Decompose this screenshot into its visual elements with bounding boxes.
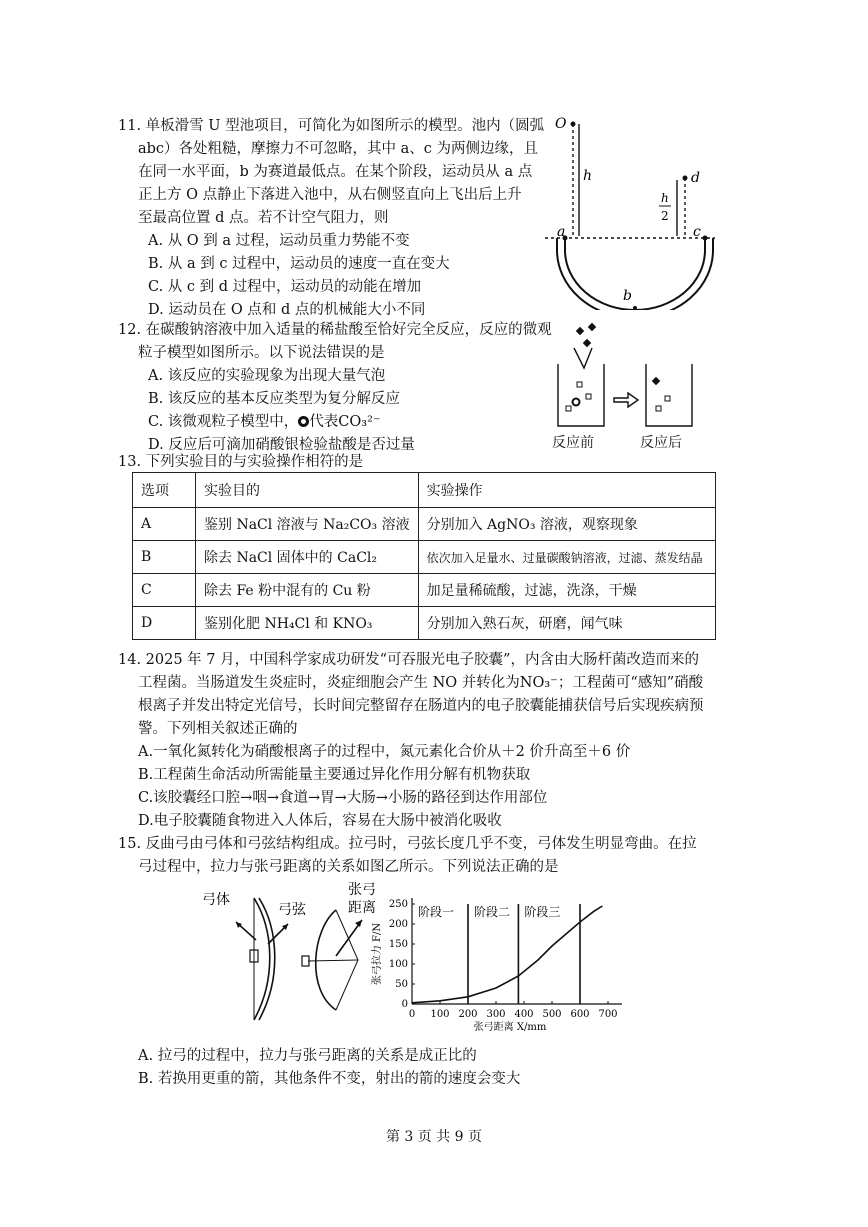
y-tick-label: 0 <box>401 999 408 1010</box>
cell-purpose: 除去 NaCl 固体中的 CaCl₂ <box>196 541 419 574</box>
cell-option: D <box>133 607 196 640</box>
y-tick-label: 100 <box>388 959 408 970</box>
q12-option-c-text: C. 该微观粒子模型中， <box>148 414 299 430</box>
q12-option-c <box>148 412 381 432</box>
x-tick-label: 0 <box>408 1009 416 1020</box>
y-tick-label: 200 <box>388 919 408 930</box>
cell-operation: 分别加入熟石灰，研磨，闻气味 <box>418 607 715 640</box>
x-tick-label: 100 <box>430 1009 450 1020</box>
x-axis-label: 张弓距离 X/mm <box>473 1022 547 1033</box>
label-bow-body: 弓体 <box>202 892 230 908</box>
cell-option: A <box>133 508 196 541</box>
label-h-denominator: 2 <box>661 209 669 223</box>
header-purpose: 实验目的 <box>196 473 419 508</box>
q11-line-3: 在同一水平面，b 为赛道最低点。在某个阶段，运动员从 a 点 <box>138 164 533 180</box>
q11-option-c: C. 从 c 到 d 过程中，运动员的动能在增加 <box>148 279 422 295</box>
table-row <box>133 607 716 640</box>
cell-option: C <box>133 574 196 607</box>
label-a: a <box>557 224 566 240</box>
q14-line-4: 警。下列相关叙述正确的 <box>138 721 298 737</box>
label-after-reaction: 反应后 <box>640 435 682 451</box>
q15-line-2: 弓过程中，拉力与张弓距离的关系如图乙所示。下列说法正确的是 <box>138 859 559 875</box>
label-bow-string: 弓弦 <box>278 902 306 918</box>
u-pipe-figure <box>545 110 715 310</box>
table-row <box>133 541 716 574</box>
cell-purpose: 除去 Fe 粉中混有的 Cu 粉 <box>196 574 419 607</box>
label-b: b <box>623 288 632 304</box>
q12-option-b: B. 该反应的基本反应类型为复分解反应 <box>148 391 400 407</box>
label-o: O <box>555 116 567 132</box>
q14-option-b: B.工程菌生命活动所需能量主要通过异化作用分解有机物获取 <box>138 767 531 783</box>
header-option: 选项 <box>133 473 196 508</box>
q15-line-1: 15. 反曲弓由弓体和弓弦结构组成。拉弓时，弓弦长度几乎不变，弓体发生明显弯曲。在拉 <box>118 836 697 852</box>
cell-purpose: 鉴别化肥 NH₄Cl 和 KNO₃ <box>196 607 419 640</box>
cell-option: B <box>133 541 196 574</box>
q15-option-a: A. 拉弓的过程中，拉力与张弓距离的关系是成正比的 <box>138 1048 477 1064</box>
label-h: h <box>583 168 593 184</box>
q11-option-d: D. 运动员在 O 点和 d 点的机械能大小不同 <box>148 302 426 318</box>
reaction-model-figure <box>548 318 698 430</box>
q14-line-2: 工程菌。当肠道发生炎症时，炎症细胞会产生 NO 并转化为NO₃⁻；工程菌可“感知”硝酸 <box>138 675 704 691</box>
q11-line-4: 正上方 O 点静止下落进入池中，从右侧竖直向上飞出后上升 <box>138 187 522 203</box>
q11-line-1: 11. 单板滑雪 U 型池项目，可简化为如图所示的模型。池内（圆弧 <box>118 118 545 134</box>
q14-line-1: 14. 2025 年 7 月，中国科学家成功研发“可吞服光电子胶囊”，内含由大肠杆菌改造而来的 <box>118 652 699 668</box>
point-c <box>703 236 708 241</box>
label-c: c <box>693 224 701 240</box>
q14-option-a: A.一氧化氮转化为硝酸根离子的过程中，氮元素化合价从＋2 价升高至＋6 价 <box>138 744 631 760</box>
label-draw-distance-1: 张弓 <box>348 882 376 898</box>
x-tick-label: 300 <box>486 1009 506 1020</box>
q14-line-3: 根离子并发出特定光信号，长时间完整留存在肠道内的电子胶囊能捕获信号后实现疾病预 <box>138 698 704 714</box>
stage-label: 阶段二 <box>474 905 511 919</box>
header-operation: 实验操作 <box>418 473 715 508</box>
label-draw-distance-2: 距离 <box>348 900 376 916</box>
cell-purpose: 鉴别 NaCl 溶液与 Na₂CO₃ 溶液 <box>196 508 419 541</box>
point-d <box>683 176 688 181</box>
x-tick-label: 500 <box>542 1009 562 1020</box>
q14-option-c: C.该胶囊经口腔→咽→食道→胃→大肠→小肠的路径到达作用部位 <box>138 790 548 806</box>
table-row <box>133 508 716 541</box>
q11-line-5: 至最高位置 d 点。若不计空气阻力，则 <box>138 210 389 226</box>
cell-operation: 分别加入 AgNO₃ 溶液，观察现象 <box>418 508 715 541</box>
cell-operation: 加足量稀硫酸，过滤，洗涤，干燥 <box>418 574 715 607</box>
q14-option-d: D.电子胶囊随食物进入人体后，容易在大肠中被消化吸收 <box>138 813 502 829</box>
force-curve <box>412 906 602 1003</box>
y-tick-label: 50 <box>395 979 408 990</box>
q11-line-2: abc）各处粗糙，摩擦力不可忽略，其中 a、c 为两侧边缘，且 <box>138 141 539 157</box>
q11-option-b: B. 从 a 到 c 过程中，运动员的速度一直在变大 <box>148 256 450 272</box>
stage-label: 阶段一 <box>418 905 455 919</box>
x-tick-label: 200 <box>458 1009 478 1020</box>
label-before-reaction: 反应前 <box>552 435 594 451</box>
experiment-table <box>132 472 716 640</box>
table-header-row <box>133 473 716 508</box>
q12-option-c-tail: 代表CO₃²⁻ <box>309 414 381 430</box>
q12-line-2: 粒子模型如图所示。以下说法错误的是 <box>138 345 385 361</box>
x-tick-label: 600 <box>570 1009 590 1020</box>
table-row <box>133 574 716 607</box>
y-tick-label: 250 <box>388 899 408 910</box>
label-h-numerator: h <box>661 191 669 205</box>
y-axis-label: 张弓拉力 F/N <box>372 922 383 986</box>
carbonate-ion-icon <box>298 416 309 427</box>
q12-line-1: 12. 在碳酸钠溶液中加入适量的稀盐酸至恰好完全反应，反应的微观 <box>118 322 552 338</box>
y-tick-label: 150 <box>388 939 408 950</box>
label-d: d <box>691 170 700 186</box>
page-footer: 第 3 页 共 9 页 <box>385 1129 483 1145</box>
q13-title: 13. 下列实验目的与实验操作相符的是 <box>118 454 364 470</box>
q12-option-d: D. 反应后可滴加硝酸银检验盐酸是否过量 <box>148 437 415 453</box>
q12-option-a: A. 该反应的实验现象为出现大量气泡 <box>148 368 386 384</box>
x-tick-label: 700 <box>598 1009 618 1020</box>
q11-option-a: A. 从 O 到 a 过程，运动员重力势能不变 <box>148 233 410 249</box>
x-tick-label: 400 <box>514 1009 534 1020</box>
force-distance-chart <box>368 892 658 1042</box>
stage-label: 阶段三 <box>524 905 561 919</box>
q15-option-b: B. 若换用更重的箭，其他条件不变，射出的箭的速度会变大 <box>138 1071 521 1087</box>
cell-operation: 依次加入足量水、过量碳酸钠溶液，过滤、蒸发结晶 <box>418 541 715 574</box>
point-o <box>571 122 576 127</box>
point-b <box>633 306 637 310</box>
